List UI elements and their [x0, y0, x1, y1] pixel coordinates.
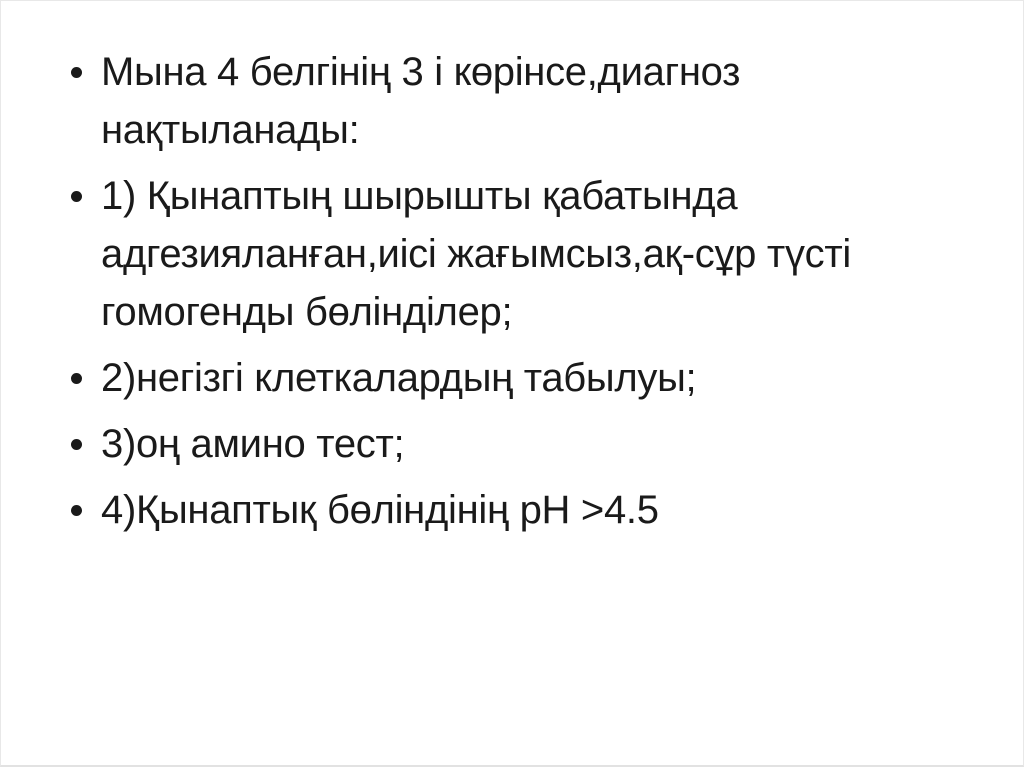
bullet-text	[101, 167, 983, 341]
bullet-marker-icon	[71, 439, 82, 450]
bullet-line: нақтыланады:	[101, 108, 360, 152]
bullet-item	[69, 481, 983, 539]
bullet-text	[101, 349, 983, 407]
bullet-marker-icon	[71, 191, 82, 202]
bullet-line: 3)оң амино тест;	[101, 422, 405, 466]
bullet-marker-icon	[71, 505, 82, 516]
bullet-line: гомогенды бөлінділер;	[101, 290, 513, 334]
bullet-marker-icon	[71, 67, 82, 78]
bullet-line: 1) Қынаптың шырышты қабатында	[101, 174, 738, 218]
bullet-line: 2)негізгі клеткалардың табылуы;	[101, 356, 697, 400]
bullet-item	[69, 415, 983, 473]
bullet-item	[69, 349, 983, 407]
bullet-item	[69, 167, 983, 341]
bullet-list	[69, 43, 983, 539]
bullet-text	[101, 43, 983, 159]
slide-canvas	[1, 1, 1023, 765]
bullet-text	[101, 415, 983, 473]
bullet-marker-icon	[71, 373, 82, 384]
bullet-line: Мына 4 белгінің 3 і көрінсе,диагноз	[101, 50, 741, 94]
bullet-line: 4)Қынаптық бөліндінің pH >4.5	[101, 488, 659, 532]
bullet-item	[69, 43, 983, 159]
bullet-text	[101, 481, 983, 539]
bullet-line: адгезияланған,иісі жағымсыз,ақ-сұр түсті	[101, 232, 851, 276]
